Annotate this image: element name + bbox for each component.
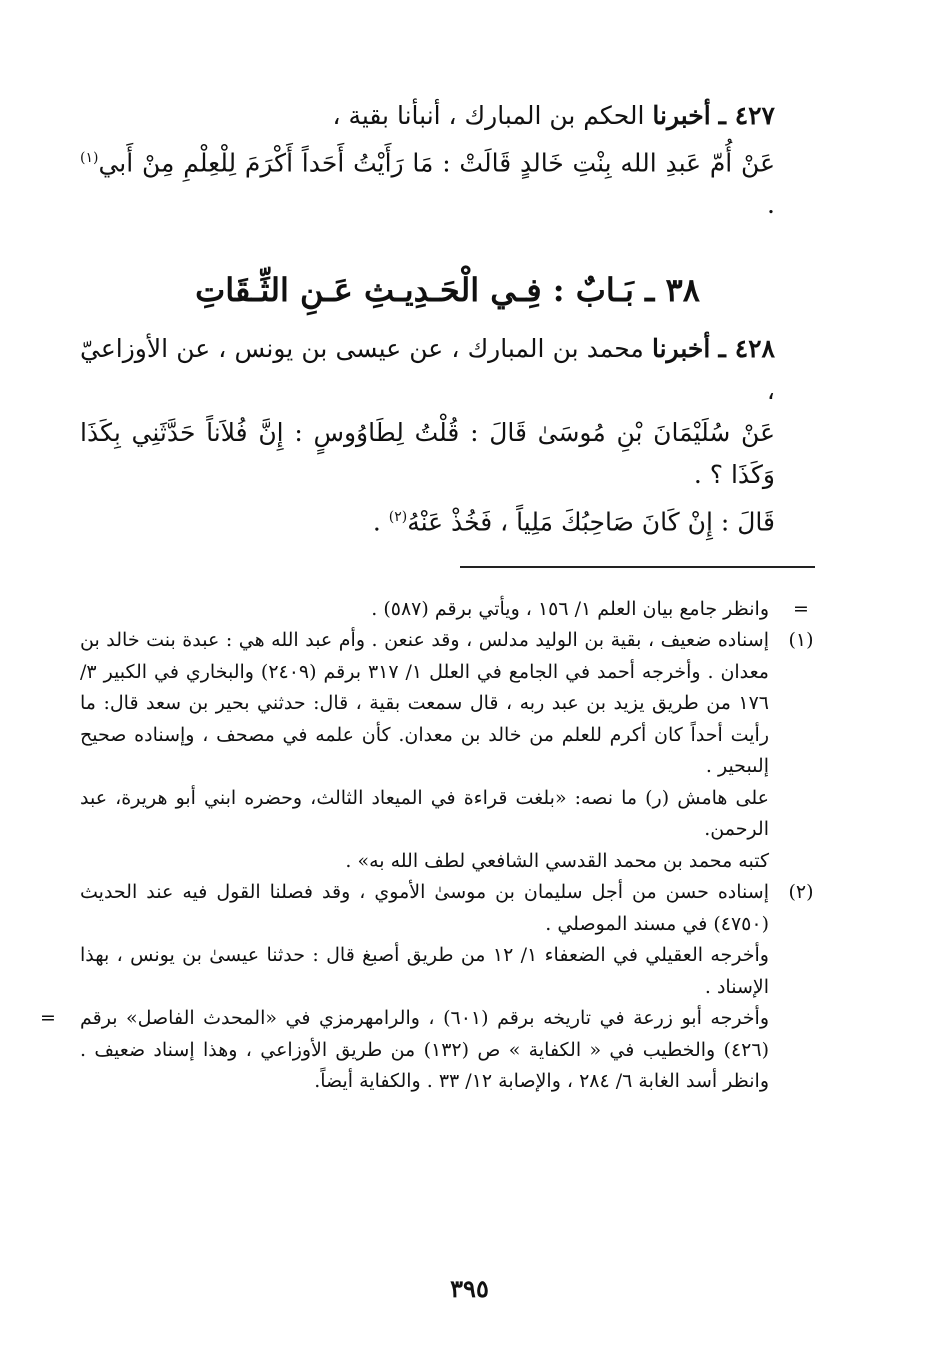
footnote-text: كتبه محمد بن محمد القدسي الشافعي لطف الله به» .: [345, 849, 769, 872]
hadith-428-matn: [80, 412, 815, 496]
footnote-text: وانظر جامع بيان العلم ١/ ١٥٦ ، ويأتي برقم (٥٨٧) .: [371, 597, 769, 620]
footnote-2-source: [80, 940, 815, 1003]
footnote-number: (٢): [788, 881, 814, 904]
footnote-number: (١): [788, 629, 814, 652]
footnote-ref[interactable]: (١): [80, 150, 99, 166]
hadith-end: .: [372, 507, 389, 537]
footnote-text: وأخرجه العقيلي في الضعفاء ١/ ١٢ من طريق أصبغ قال : حدثنا عيسىٰ بن يونس ، بهذا الإسناد .: [80, 944, 769, 998]
footnote-text: إسناده ضعيف ، بقية بن الوليد مدلس ، وقد عنعن . وأم عبد الله هي : عبدة بنت خالد بن معدان . وأخرجه أحمد في الجامع في العلل ١/ ٣١٧ برقم (٢٤٠٩) والبخاري في الكبير ٣/ ١٧٦ من طريق يزيد بن عبد ربه ، قال سمعت بقية ، قال: حدثني بحير بن سعد قال: ما رأيت أحداً كان أكرم للعلم من خالد بن معدان. كأن علمه في مصحف ، وإسناده صحيح إلىبحير .: [80, 629, 769, 778]
hadith-chain: محمد بن المبارك ، عن عيسى بن يونس ، عن الأوزاعيّ ،: [80, 334, 775, 406]
footnote-1: [80, 625, 815, 783]
hadith-matn: عَنْ سُلَيْمَانَ بْنِ مُوسَىٰ قَالَ : قُلْتُ لِطَاوُوسٍ : إِنَّ فُلاَناً حَدَّثَنِي بِكَذَا وَكَذَا ؟ .: [80, 418, 775, 490]
footnote-2: [80, 877, 815, 940]
hadith-number: ٤٢٧ ـ: [718, 101, 775, 130]
continuation-marker: =: [793, 597, 809, 620]
hadith-matn: عَنْ أُمّ عَبدِ الله بِنْتِ خَالدٍ قَالَتْ : مَا رَأَيْتُ أَحَداً أَكْرَمَ لِلْعِلْمِ مِنْ أَبي: [98, 148, 775, 178]
hadith-427-matn: [80, 137, 815, 226]
hadith-lead: أخبرنا: [652, 101, 711, 130]
footnote-1-margin-note: [80, 783, 815, 846]
footnote-2-more-sources: [40, 1003, 815, 1098]
hadith-chain: الحكم بن المبارك ، أنبأنا بقية ،: [332, 101, 653, 130]
footnote-ref[interactable]: (٢): [388, 509, 408, 526]
hadith-lead: أخبرنا: [651, 334, 711, 364]
page-number: ٣٩٥: [450, 1274, 489, 1303]
hadith-428-answer: [80, 496, 815, 543]
footnote-text: وأخرجه أبو زرعة في تاريخه برقم (٦٠١) ، والرامهرمزي في «المحدث الفاصل» برقم (٤٢٦) والخطيب في « الكفاية » ص (١٣٢) من طريق الأوزاعي ، وهذا إسناد ضعيف . وانظر أسد الغابة ٦/ ٢٨٤ ، والإصابة ١٢/ ٣٣ . والكفاية أيضاً.: [80, 1007, 770, 1093]
page-body: [40, 95, 815, 1098]
footnote-separator: [460, 566, 815, 568]
hadith-428-chain: [80, 328, 815, 412]
footnote-1-signature: [80, 846, 815, 878]
footnote-continuation: [80, 594, 815, 626]
hadith-matn: قَالَ : إِنْ كَانَ صَاحِبُكَ مَلِياً ، فَخُذْ عَنْهُ: [407, 507, 775, 537]
chapter-heading: ٣٨ ـ بَـابٌ : فِـي الْحَـدِيـثِ عَـنِ الثِّـقَاتِ: [195, 271, 700, 310]
footnote-text: إسناده حسن من أجل سليمان بن موسىٰ الأموي ، وقد فصلنا القول فيه عند الحديث (٤٧٥٠) في مسند الموصلي .: [80, 881, 769, 935]
footnote-text: على هامش (ر) ما نصه: «بلغت قراءة في الميعاد الثالث، وحضره ابني أبو هريرة، عبد الرحمن.: [80, 786, 769, 841]
hadith-end: .: [767, 190, 775, 220]
hadith-427-chain: [80, 95, 815, 137]
hadith-number: ٤٢٨ ـ: [718, 334, 775, 364]
continuation-marker: =: [40, 1007, 56, 1030]
